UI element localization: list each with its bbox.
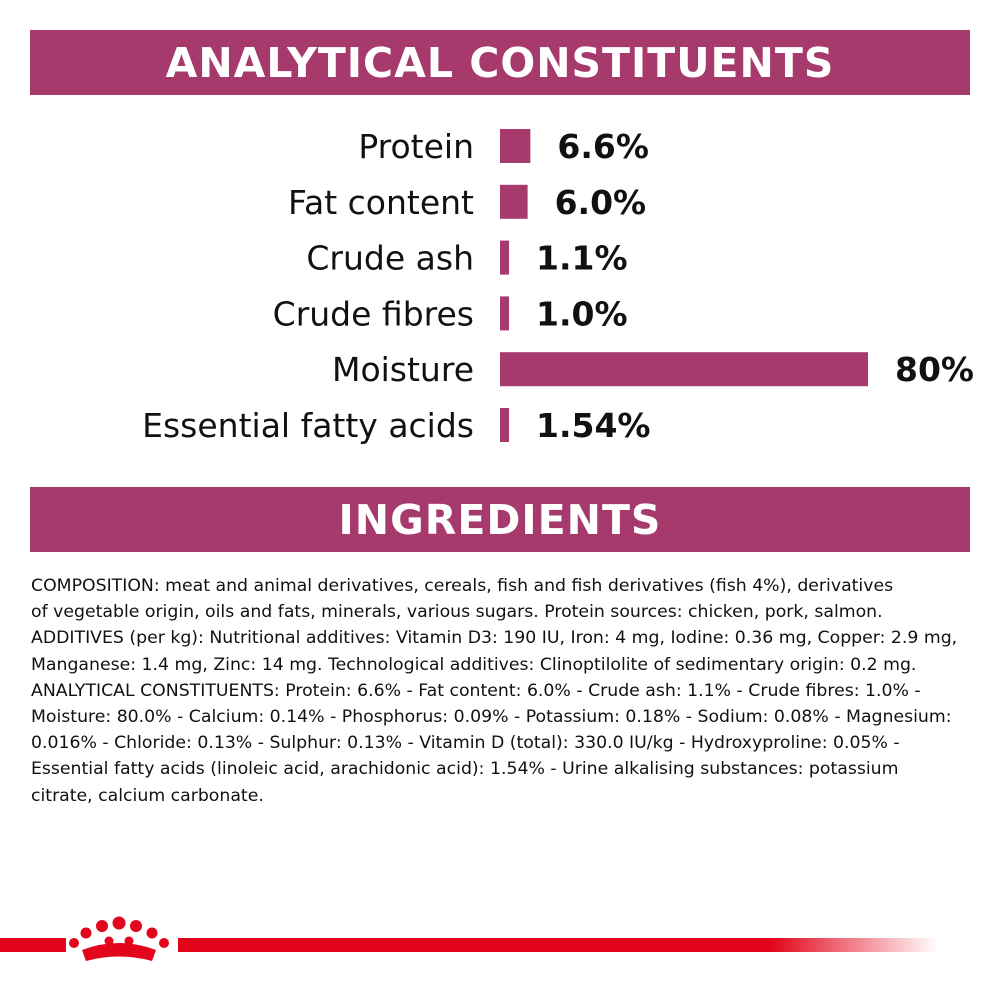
value-label: 1.0% [536, 294, 628, 334]
footer-stripe-right [178, 938, 938, 952]
bar [500, 129, 530, 163]
bar [500, 352, 868, 386]
ingredients-line: 0.016% - Chloride: 0.13% - Sulphur: 0.13% - Vitamin D (total): 330.0 IU/kg - Hydroxyproline: 0.05% - [31, 733, 900, 754]
crown-icon [64, 914, 174, 970]
ingredients-text [31, 573, 976, 809]
category-label: Moisture [331, 350, 474, 390]
category-label: Fat content [288, 182, 474, 222]
analytical-constituents-chart [0, 110, 1000, 460]
ingredients-line: ADDITIVES (per kg): Nutritional additives: Vitamin D3: 190 IU, Iron: 4 mg, Iodine: 0.36 mg, Copper: 2.9 mg, [31, 628, 958, 649]
ingredients-title: INGREDIENTS [338, 495, 662, 544]
ingredients-line: COMPOSITION: meat and animal derivatives, cereals, fish and fish derivatives (fish 4%), derivatives [31, 576, 894, 596]
bar [500, 296, 509, 330]
analytical-constituents-banner [30, 30, 970, 95]
bar [500, 241, 509, 275]
bar [500, 408, 509, 442]
ingredients-line: ANALYTICAL CONSTITUENTS: Protein: 6.6% - Fat content: 6.0% - Crude ash: 1.1% - Crude fibres: 1.0% - [31, 680, 921, 701]
value-label: 1.54% [536, 406, 651, 445]
ingredients-line: citrate, calcium carbonate. [31, 785, 264, 806]
ingredients-line: Essential fatty acids (linoleic acid, arachidonic acid): 1.54% - Urine alkalising substances: potassium [31, 759, 899, 780]
ingredients-line: Manganese: 1.4 mg, Zinc: 14 mg. Technological additives: Clinoptilolite of sedimentary origin: 0.2 mg. [31, 654, 917, 675]
footer-stripe-left [0, 938, 66, 952]
ingredients-line: Moisture: 80.0% - Calcium: 0.14% - Phosphorus: 0.09% - Potassium: 0.18% - Sodium: 0.08% - Magnesium: [31, 707, 952, 728]
category-label: Crude fibres [272, 294, 474, 334]
value-label: 6.6% [557, 127, 649, 166]
bar [500, 185, 528, 219]
ingredients-banner [30, 487, 970, 552]
category-label: Essential fatty acids [142, 406, 474, 445]
category-label: Protein [358, 127, 474, 166]
value-label: 6.0% [554, 182, 647, 222]
value-label: 80% [895, 350, 974, 390]
analytical-constituents-title: ANALYTICAL CONSTITUENTS [165, 38, 835, 87]
ingredients-line: of vegetable origin, oils and fats, minerals, various sugars. Protein sources: chicken, pork, salmon. [31, 602, 883, 623]
value-label: 1.1% [536, 238, 628, 278]
category-label: Crude ash [306, 238, 474, 278]
